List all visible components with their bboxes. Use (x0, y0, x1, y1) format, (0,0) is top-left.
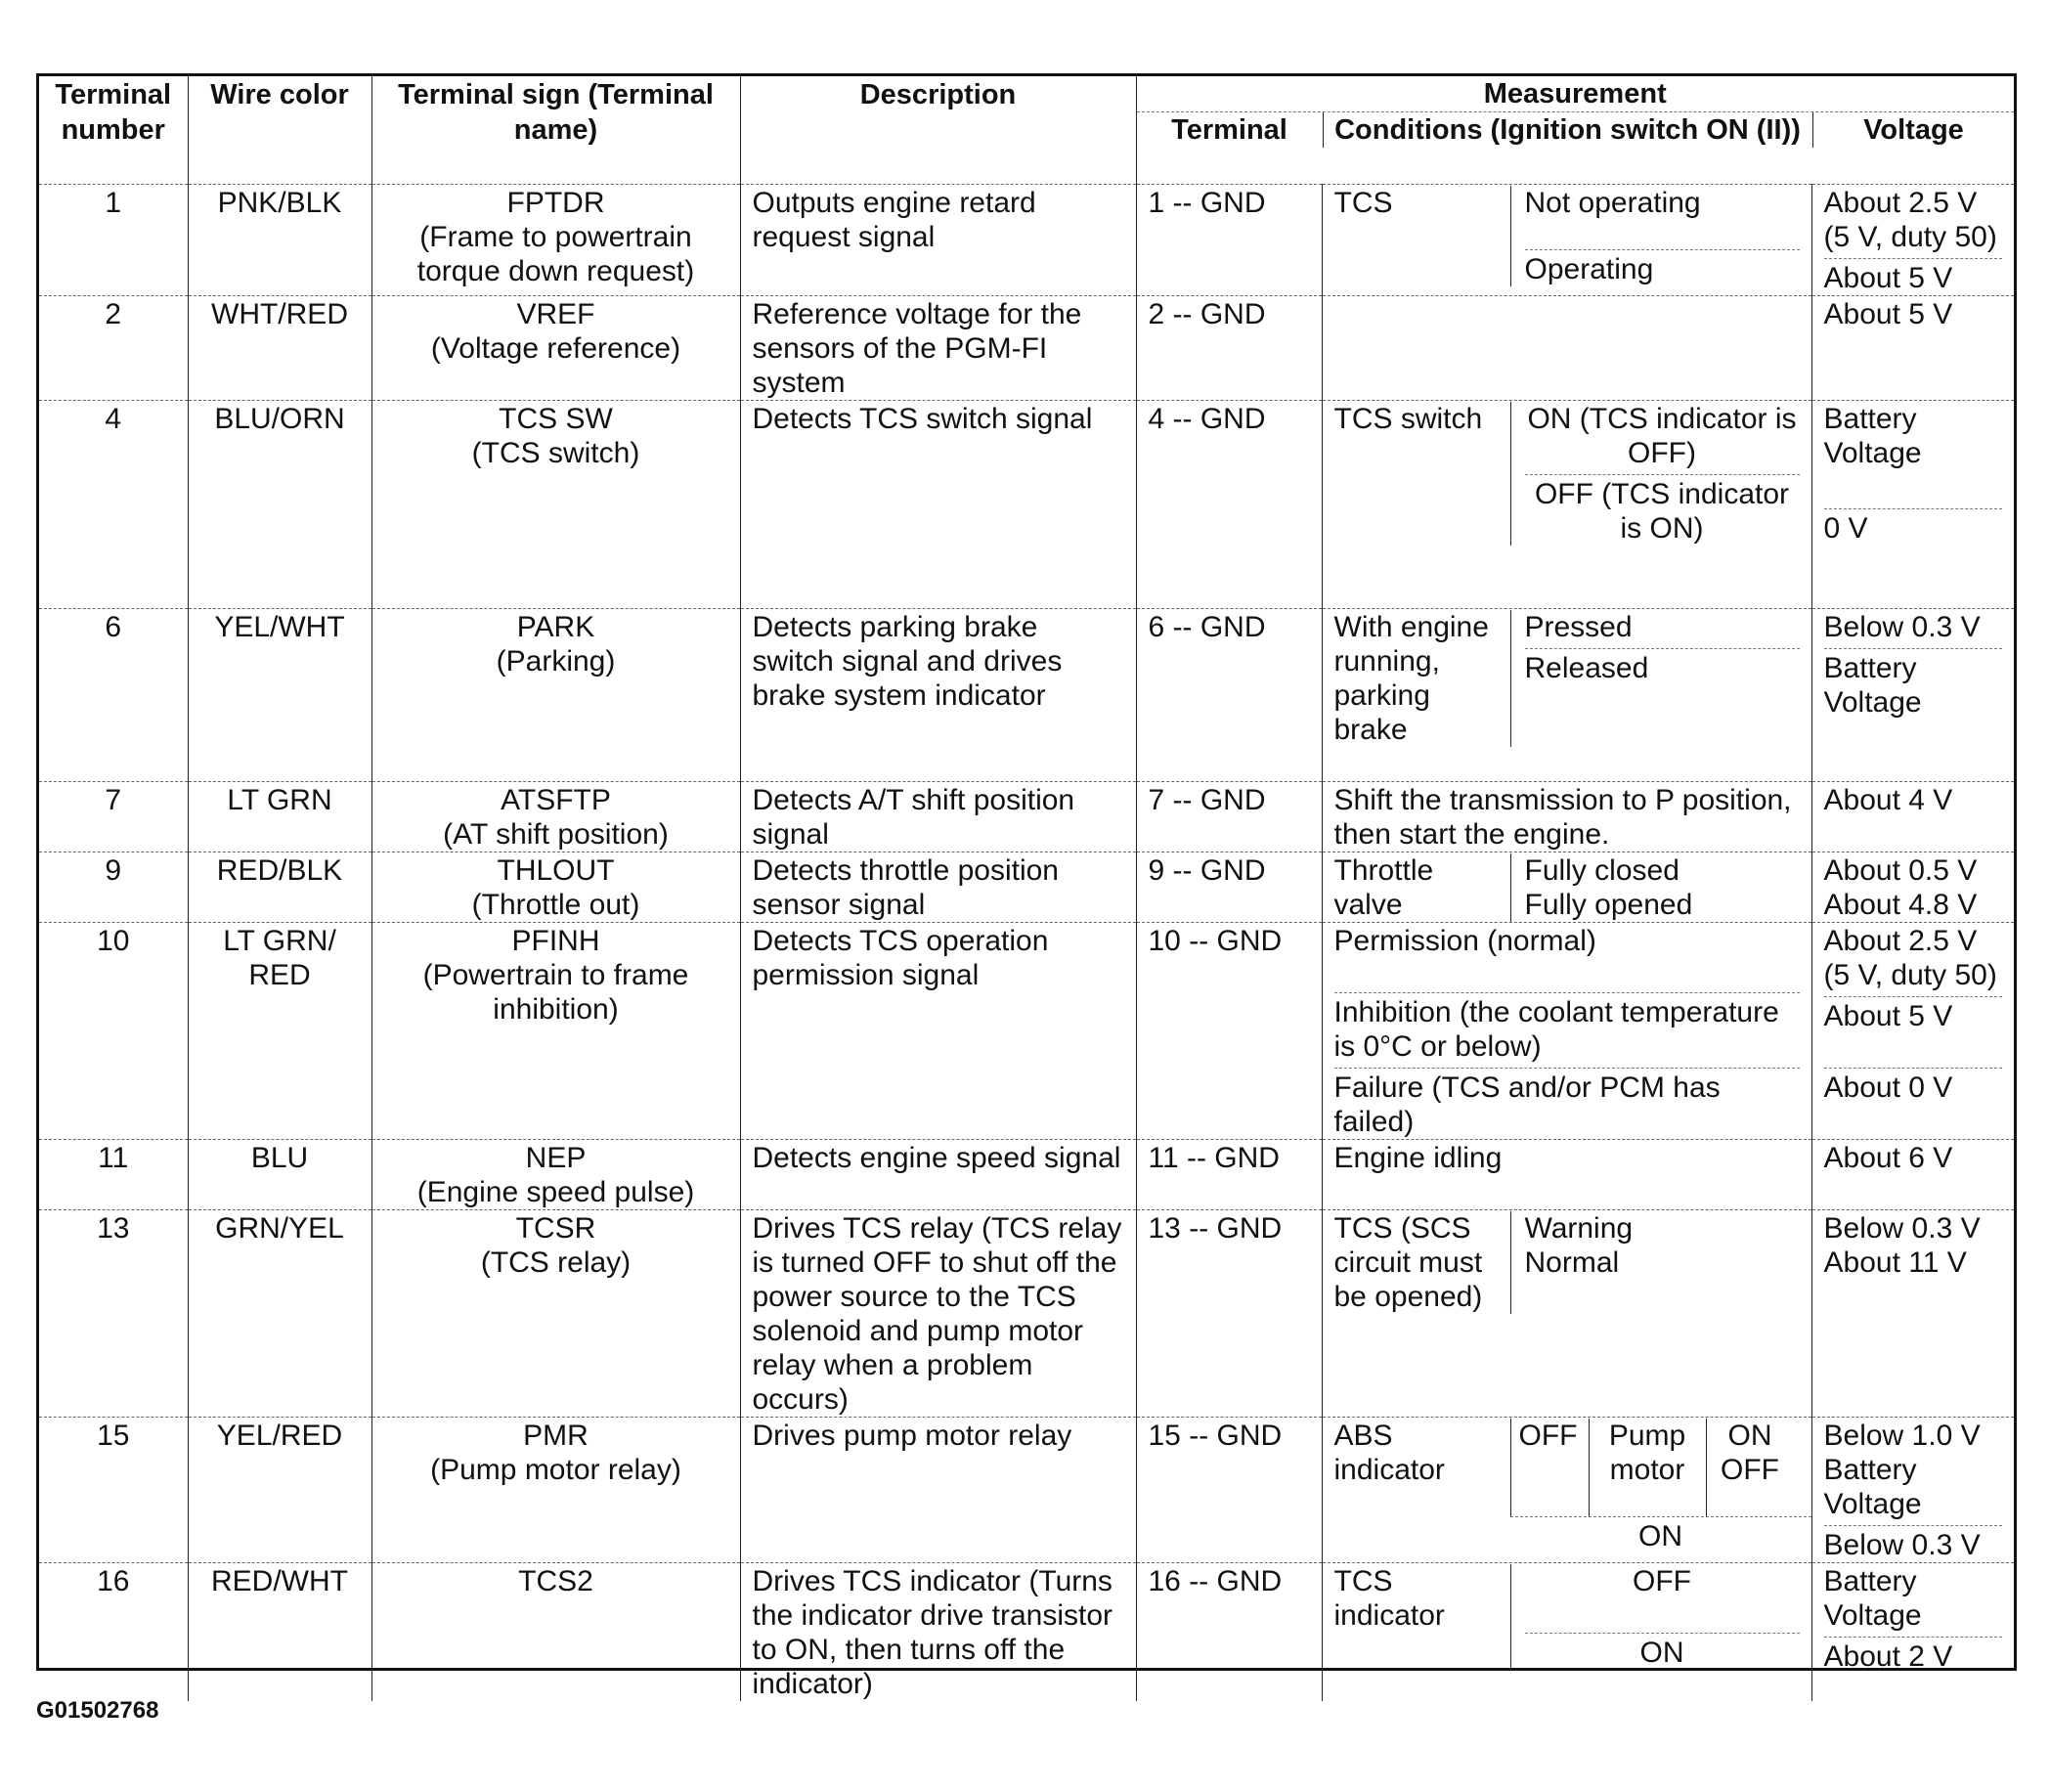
wire-color: LT GRN/ RED (188, 922, 371, 1139)
table-row (39, 781, 2014, 852)
condition-label: Throttle valve (1333, 853, 1434, 921)
condition-state: ON (TCS indicator is OFF) (1527, 402, 1797, 469)
table-row (39, 922, 2014, 1139)
condition-text: Shift the transmission to P position, then start the engine. (1322, 781, 1811, 852)
wire-color: PNK/BLK (188, 184, 371, 295)
measurement-terminal: 7 -- GND (1136, 781, 1322, 852)
description: Detects parking brake switch signal and drives brake system indicator (740, 608, 1136, 781)
figure-code: G01502768 (36, 1697, 159, 1724)
wire-color: LT GRN (188, 781, 371, 852)
voltage-value: About 2.5 V (5 V, duty 50) (1823, 924, 1997, 991)
table-row (39, 1209, 2014, 1417)
wire-color: YEL/RED (188, 1417, 371, 1562)
header-conditions: Conditions (Ignition switch ON (II)) (1323, 112, 1812, 148)
voltage-value: About 4.8 V (1823, 888, 1978, 921)
measurement-terminal: 11 -- GND (1136, 1139, 1322, 1209)
terminal-name: (Engine speed pulse) (416, 1175, 695, 1208)
terminal-table-frame (36, 73, 2017, 1700)
wire-color: GRN/YEL (188, 1209, 371, 1417)
header-wire-color: Wire color (188, 76, 371, 184)
condition-state: Warning (1524, 1211, 1634, 1245)
table-row (39, 1562, 2014, 1701)
terminal-number: 13 (39, 1209, 188, 1417)
table-row (39, 608, 2014, 781)
measurement-terminal: 1 -- GND (1136, 184, 1322, 295)
header-terminal: Terminal (1171, 114, 1287, 146)
description: Drives pump motor relay (740, 1417, 1136, 1562)
condition-state: Pressed (1524, 610, 1633, 643)
measurement-terminal: 9 -- GND (1136, 852, 1322, 922)
condition-label: TCS indicator (1333, 1564, 1445, 1632)
terminal-sign: TCSR (515, 1211, 596, 1245)
measurement-terminal: 10 -- GND (1136, 922, 1322, 1139)
terminal-sign: PMR (523, 1419, 589, 1452)
voltage-value: About 2 V (1824, 1637, 2003, 1674)
condition-text: Inhibition (the coolant temperature is 0°C or below) (1334, 992, 1800, 1064)
terminal-name: (Pump motor relay) (430, 1453, 681, 1486)
description: Detects TCS switch signal (740, 400, 1136, 608)
header-description: Description (740, 76, 1136, 184)
condition-state: OFF (1633, 1564, 1691, 1597)
condition-text: Failure (TCS and/or PCM has failed) (1334, 1068, 1800, 1139)
measurement-terminal: 15 -- GND (1136, 1417, 1322, 1562)
table-row (39, 852, 2014, 922)
terminal-sign: FPTDR (506, 186, 605, 219)
condition-text: Permission (normal) (1333, 924, 1596, 957)
voltage-value: About 5 V (1811, 295, 2014, 400)
voltage-value: Battery Voltage (1823, 1564, 1922, 1632)
terminal-sign: THLOUT (497, 853, 615, 887)
condition-state: Fully opened (1524, 888, 1693, 921)
description: Drives TCS indicator (Turns the indicator drive transistor to ON, then turns off the indicator) (740, 1562, 1136, 1701)
wire-color: BLU (188, 1139, 371, 1209)
voltage-value: Battery Voltage (1824, 648, 2003, 720)
measurement-terminal: 13 -- GND (1136, 1209, 1322, 1417)
terminal-number: 1 (39, 184, 188, 295)
condition-text: Engine idling (1322, 1139, 1811, 1209)
terminal-name: (TCS switch) (471, 436, 640, 469)
measurement-terminal: 16 -- GND (1136, 1562, 1322, 1701)
terminal-number: 11 (39, 1139, 188, 1209)
description: Detects throttle position sensor signal (740, 852, 1136, 922)
wire-color: BLU/ORN (188, 400, 371, 608)
terminal-number: 16 (39, 1562, 188, 1701)
voltage-value: About 6 V (1811, 1139, 2014, 1209)
terminal-number: 2 (39, 295, 188, 400)
voltage-value: 0 V (1824, 508, 2003, 546)
condition-label: TCS (SCS circuit must be opened) (1333, 1211, 1483, 1313)
terminal-number: 9 (39, 852, 188, 922)
condition-state: Not operating (1524, 186, 1701, 219)
voltage-value: About 2.5 V (5 V, duty 50) (1823, 186, 1997, 253)
table-row (39, 1417, 2014, 1562)
table-row (39, 295, 2014, 400)
description: Reference voltage for the sensors of the PGM-FI system (740, 295, 1136, 400)
terminal-sign: TCS2 (371, 1562, 740, 1701)
condition-state: Operating (1525, 249, 1800, 286)
wire-color: RED/WHT (188, 1562, 371, 1701)
terminal-name: (Parking) (496, 644, 616, 677)
table-row (39, 1139, 2014, 1209)
table-row (39, 184, 2014, 295)
terminal-number: 7 (39, 781, 188, 852)
condition-state: ON (1525, 1633, 1800, 1670)
condition-state: ON (1510, 1516, 1811, 1553)
terminal-name: (Voltage reference) (430, 331, 681, 365)
measurement-terminal: 4 -- GND (1136, 400, 1322, 608)
terminal-number: 10 (39, 922, 188, 1139)
condition-label: With engine running, parking brake (1333, 610, 1489, 746)
wire-color: WHT/RED (188, 295, 371, 400)
terminal-name: (Frame to powertrain torque down request) (416, 220, 695, 287)
description: Outputs engine retard request signal (740, 184, 1136, 295)
pump-motor-state: OFF (1721, 1453, 1779, 1486)
pump-motor-label: Pump motor (1589, 1419, 1706, 1516)
terminal-number: 4 (39, 400, 188, 608)
terminal-sign: PFINH (511, 924, 600, 957)
measurement-terminal: 2 -- GND (1136, 295, 1322, 400)
voltage-value: Battery Voltage (1823, 402, 1922, 469)
condition-label: TCS (1333, 186, 1393, 219)
terminal-name: (TCS relay) (480, 1246, 632, 1279)
voltage-value: Below 0.3 V (1823, 610, 1981, 643)
terminal-sign: VREF (516, 297, 595, 330)
condition-label: TCS switch (1333, 402, 1483, 435)
header-terminal-number: Terminal number (55, 79, 172, 146)
condition-state: Normal (1524, 1246, 1620, 1279)
condition-state: Fully closed (1524, 853, 1679, 887)
voltage-value: About 5 V (1824, 996, 2003, 1064)
header-terminal-sign: Terminal sign (Terminal name) (371, 76, 740, 184)
condition-label: ABS indicator (1333, 1419, 1445, 1486)
description: Detects TCS operation permission signal (740, 922, 1136, 1139)
voltage-value: Below 0.3 V (1823, 1211, 1981, 1245)
terminal-number: 15 (39, 1417, 188, 1562)
voltage-value: About 0.5 V (1823, 853, 1978, 887)
terminal-sign: ATSFTP (501, 783, 611, 816)
header-measurement: Measurement (1137, 76, 2015, 112)
condition-state: Released (1525, 648, 1800, 685)
voltage-value: About 4 V (1811, 781, 2014, 852)
voltage-value: About 0 V (1824, 1068, 2003, 1105)
condition-state: OFF (TCS indicator is ON) (1525, 474, 1800, 546)
wire-color: YEL/WHT (188, 608, 371, 781)
terminal-number: 6 (39, 608, 188, 781)
voltage-value: About 5 V (1824, 258, 2003, 295)
description: Detects A/T shift position signal (740, 781, 1136, 852)
voltage-value: Battery Voltage (1823, 1453, 1922, 1520)
terminal-name: (Powertrain to frame inhibition) (422, 958, 689, 1026)
terminal-name: (Throttle out) (471, 888, 640, 921)
wire-color: RED/BLK (188, 852, 371, 922)
description: Detects engine speed signal (740, 1139, 1136, 1209)
terminal-sign: TCS SW (499, 402, 613, 435)
voltage-value: Below 0.3 V (1824, 1525, 2003, 1562)
terminal-name: (AT shift position) (443, 817, 669, 851)
terminal-sign: NEP (525, 1141, 587, 1174)
condition-state: OFF (1510, 1419, 1589, 1516)
table-row (39, 400, 2014, 608)
pump-motor-state: ON (1727, 1419, 1772, 1452)
terminal-sign: PARK (516, 610, 595, 643)
voltage-value: About 11 V (1823, 1246, 1967, 1279)
description: Drives TCS relay (TCS relay is turned OFF to shut off the power source to the TCS solenoid and pump motor relay when a problem occurs) (740, 1209, 1136, 1417)
terminal-table (39, 76, 2014, 1701)
measurement-terminal: 6 -- GND (1136, 608, 1322, 781)
voltage-value: Below 1.0 V (1823, 1419, 1981, 1452)
header-voltage: Voltage (1812, 112, 2015, 148)
